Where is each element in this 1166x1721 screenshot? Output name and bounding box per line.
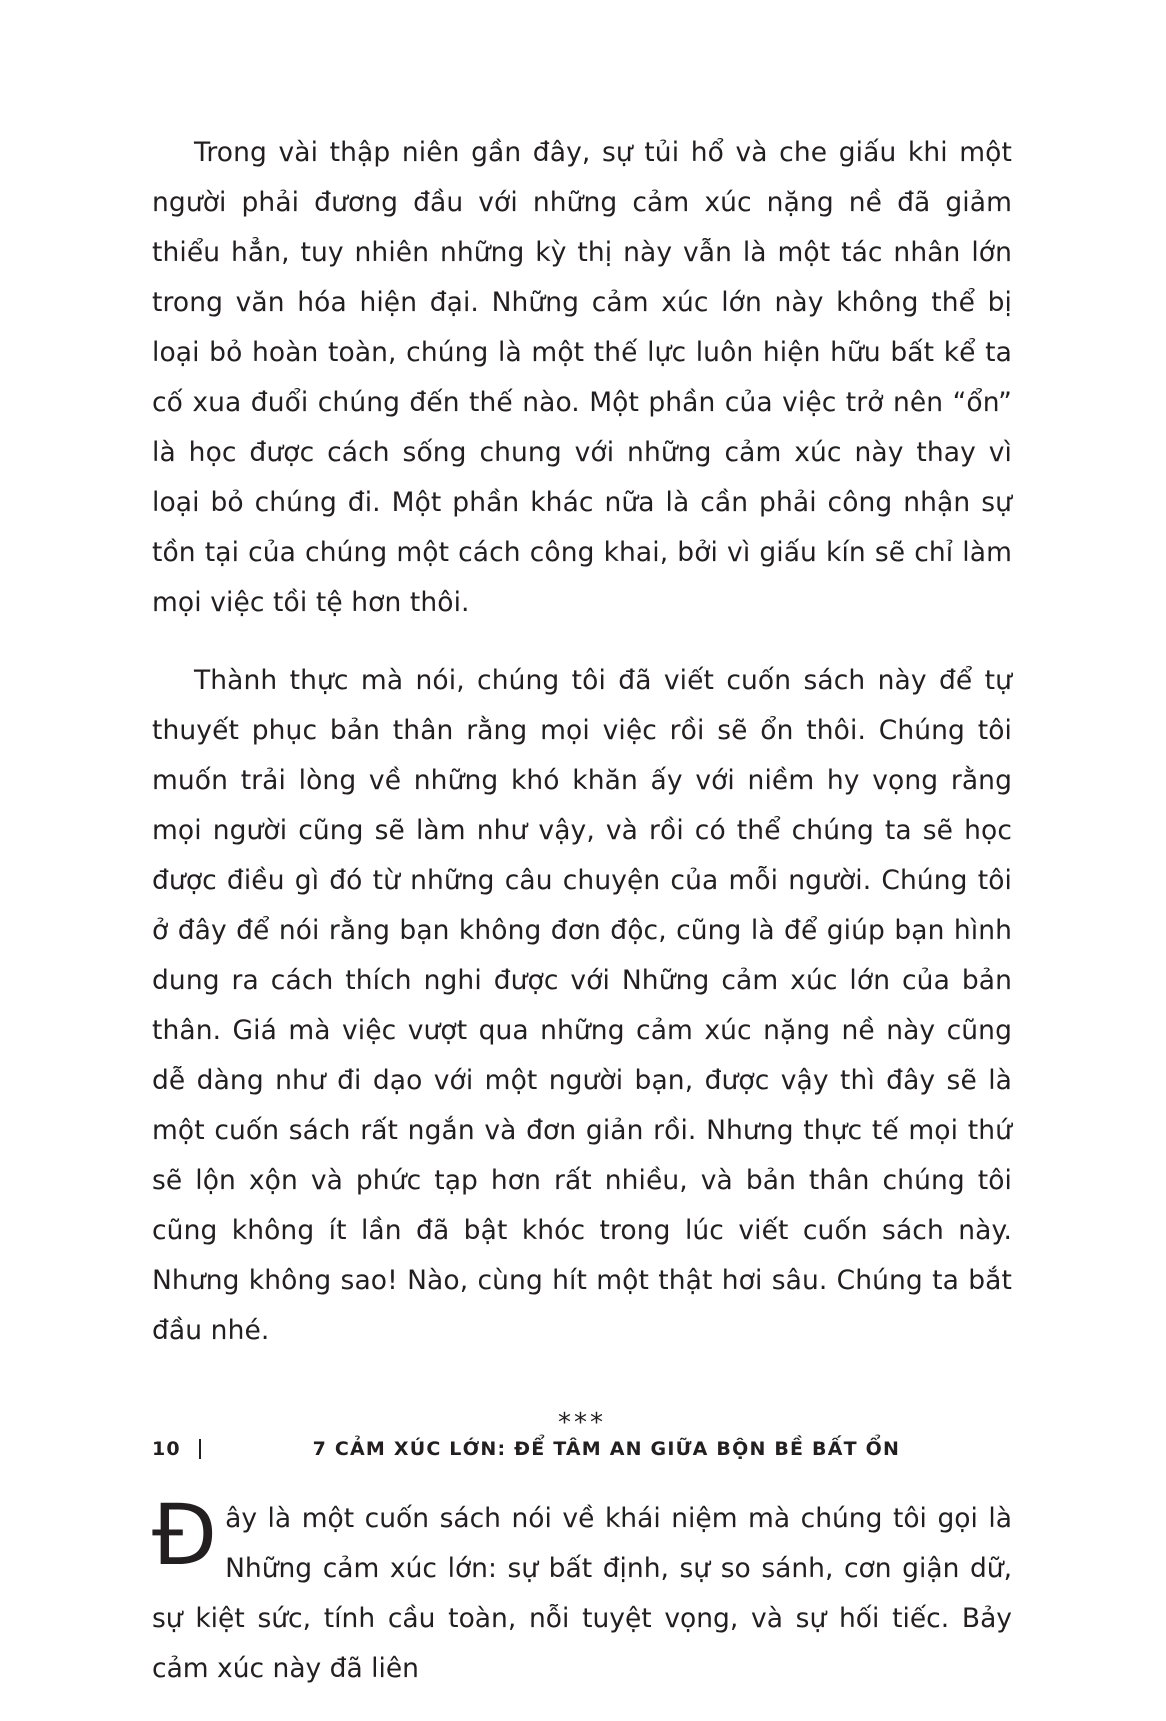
paragraph-1-text: Trong vài thập niên gần đây, sự tủi hổ và che giấu khi một người phải đương đầu với những cảm xúc nặng nề đã giảm thiểu hẳn, tuy nhiên những kỳ thị này vẫn là một tác nhân lớn trong văn hóa hiện đại. Những cảm xúc lớn này không thể bị loại bỏ hoàn toàn, chúng là một thế lực luôn hiện hữu bất kể ta cố xua đuổi chúng đến thế nào. Một phần của việc trở nên “ổn” là học được cách sống chung với những cảm xúc này thay vì loại bỏ chúng đi. Một phần khác nữa là cần phải công nhận sự tồn tại của chúng một cách công khai, bởi vì giấu kín sẽ chỉ làm mọi việc tồi tệ hơn thôi. xyxy=(152,137,1012,618)
section-separator: *** xyxy=(558,1408,606,1438)
paragraph-3 xyxy=(152,1486,1012,1694)
paragraph-1 xyxy=(152,128,1012,628)
paragraph-3-text: ây là một cuốn sách nói về khái niệm mà chúng tôi gọi là Những cảm xúc lớn: sự bất định, sự so sánh, cơn giận dữ, sự kiệt sức, tính cầu toàn, nỗi tuyệt vọng, và sự hối tiếc. Bảy cảm xúc này đã liên xyxy=(152,1503,1012,1684)
page-footer xyxy=(152,1438,1012,1460)
body-text-column xyxy=(152,128,1012,1721)
running-title: 7 CẢM XÚC LỚN: ĐỂ TÂM AN GIỮA BỘN BỀ BẤT ỔN xyxy=(312,1438,901,1460)
footer-divider xyxy=(199,1439,201,1459)
paragraph-2 xyxy=(152,656,1012,1356)
paragraph-2-text: Thành thực mà nói, chúng tôi đã viết cuốn sách này để tự thuyết phục bản thân rằng mọi việc rồi sẽ ổn thôi. Chúng tôi muốn trải lòng về những khó khăn ấy với niềm hy vọng rằng mọi người cũng sẽ làm như vậy, và rồi có thể chúng ta sẽ học được điều gì đó từ những câu chuyện của mỗi người. Chúng tôi ở đây để nói rằng bạn không đơn độc, cũng là để giúp bạn hình dung ra cách thích nghi được với Những cảm xúc lớn của bản thân. Giá mà việc vượt qua những cảm xúc nặng nề này cũng dễ dàng như đi dạo với một người bạn, được vậy thì đây sẽ là một cuốn sách rất ngắn và đơn giản rồi. Nhưng thực tế mọi thứ sẽ lộn xộn và phức tạp hơn rất nhiều, và bản thân chúng tôi cũng không ít lần đã bật khóc trong lúc viết cuốn sách này. Nhưng không sao! Nào, cùng hít một thật hơi sâu. Chúng ta bắt đầu nhé. xyxy=(152,665,1012,1346)
drop-cap-initial: Đ xyxy=(152,1486,218,1584)
page-number: 10 xyxy=(152,1438,181,1460)
